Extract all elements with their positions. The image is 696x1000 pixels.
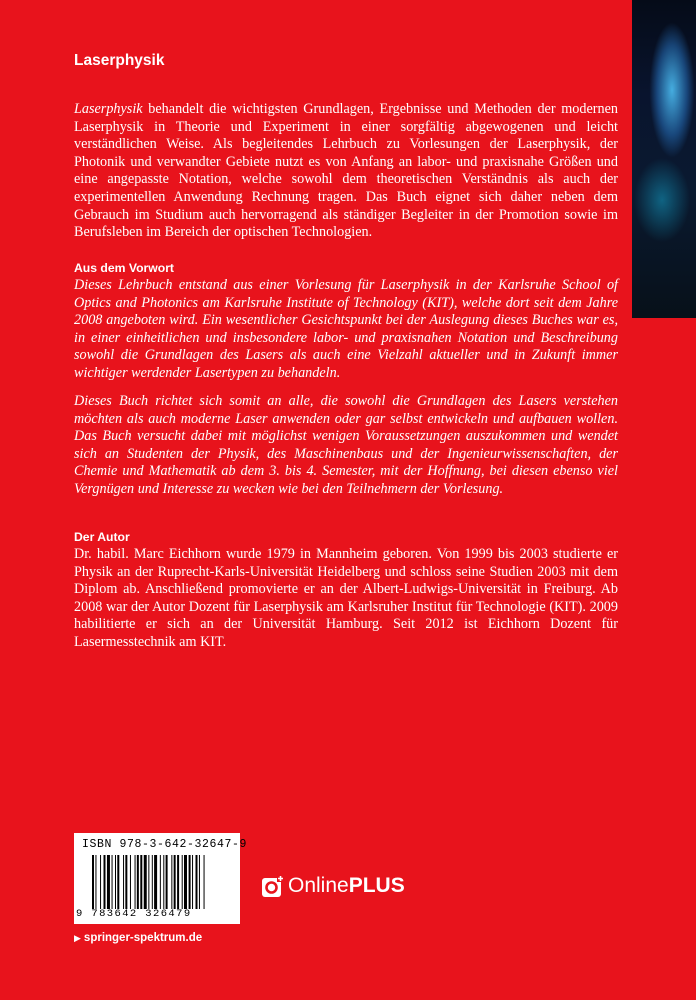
intro-paragraph xyxy=(74,101,618,242)
vorwort-heading: Aus dem Vorwort xyxy=(74,261,174,275)
logo-text: Online xyxy=(288,874,349,897)
vorwort-paragraph-1 xyxy=(74,277,618,383)
online-plus-icon xyxy=(262,875,284,897)
vorwort-paragraph-2 xyxy=(74,393,618,499)
autor-heading: Der Autor xyxy=(74,530,130,544)
vorwort-text-1: Dieses Lehrbuch entstand aus einer Vorlesung für Laserphysik in der Karlsruhe School of Optics and Photonics am Karlsruhe Institute of Technology (KIT), welche dort seit dem Jahre 2008 angeboten wird. Ein wesentlicher Gesichtspunkt bei der Auslegung dieses Buches war es, in einer einheitlichen und insbesondere labor- und praxisnahen Notation und Beschreibung sowohl die Grundlagen des Lasers als auch eine Vielzahl aktueller und in Zukunft immer wichtiger werdender Lasertypen zu behandeln. xyxy=(74,277,618,381)
website-text: springer-spektrum.de xyxy=(83,932,203,944)
isbn-barcode xyxy=(74,833,248,924)
barcode-bars xyxy=(92,855,236,909)
online-plus-logo xyxy=(262,873,405,899)
ean-digits: 9 783642 326479 xyxy=(76,908,192,920)
intro-lead: Laserphysik xyxy=(74,101,143,117)
book-title: Laserphysik xyxy=(74,52,165,69)
cover-art-strip xyxy=(632,0,696,318)
isbn-label: ISBN 978-3-642-32647-9 xyxy=(82,838,248,851)
website-link[interactable] xyxy=(74,932,202,944)
logo-plus: PLUS xyxy=(348,874,405,897)
autor-text: Dr. habil. Marc Eichhorn wurde 1979 in Mannheim geboren. Von 1999 bis 2003 studierte er Physik an der Ruprecht-Karls-Universität Heidelberg und schloss seine Studien 2003 mit dem Diplom ab. Anschließend promovierte er an der Albert-Ludwigs-Universität in Freiburg. Ab 2008 war der Autor Dozent für Laserphysik am Karlsruher Institut für Technologie (KIT). 2009 habilitierte er sich an der Universität Hamburg. Seit 2012 ist Eichhorn Dozent für Lasermesstechnik am KIT. xyxy=(74,546,618,650)
intro-text: behandelt die wichtigsten Grundlagen, Ergebnisse und Methoden der modernen Laserphysik in Theorie und Experiment in einer sorgfältig abgewogenen und leicht verständlichen Weise. Als begleitendes Lehrbuch zu Vorlesungen der Laserphysik, der Photonik und verwandter Gebiete nutzt es von Anfang an labor- und praxisnahe Größen und eine angepasste Notation, welche sowohl dem theoretischen Verständnis als auch der experimentellen Anwendung Rechnung tragen. Das Buch eignet sich daher neben dem Gebrauch im Studium auch hervorragend als ständiger Begleiter in der Promotion sowie im Berufsleben im Bereich der optischen Technologien. xyxy=(74,101,618,241)
arrow-right-icon: ▶ xyxy=(74,932,81,943)
autor-paragraph xyxy=(74,546,618,652)
vorwort-text-2: Dieses Buch richtet sich somit an alle, die sowohl die Grundlagen des Lasers verstehen möchten als auch moderne Laser anwenden oder gar selbst entwickeln und aufbauen wollen. Das Buch versucht dabei mit möglichst wenigen Voraussetzungen auszukommen und wendet sich an Studenten der Physik, des Maschinenbaus und der Ingenieurwissenschaften, der Chemie und Mathematik ab dem 3. bis 4. Semester, mit der Hoffnung, bei diesen ebenso viel Vergnügen und Interesse zu wecken wie bei den Teilnehmern der Vorlesung. xyxy=(74,393,618,497)
